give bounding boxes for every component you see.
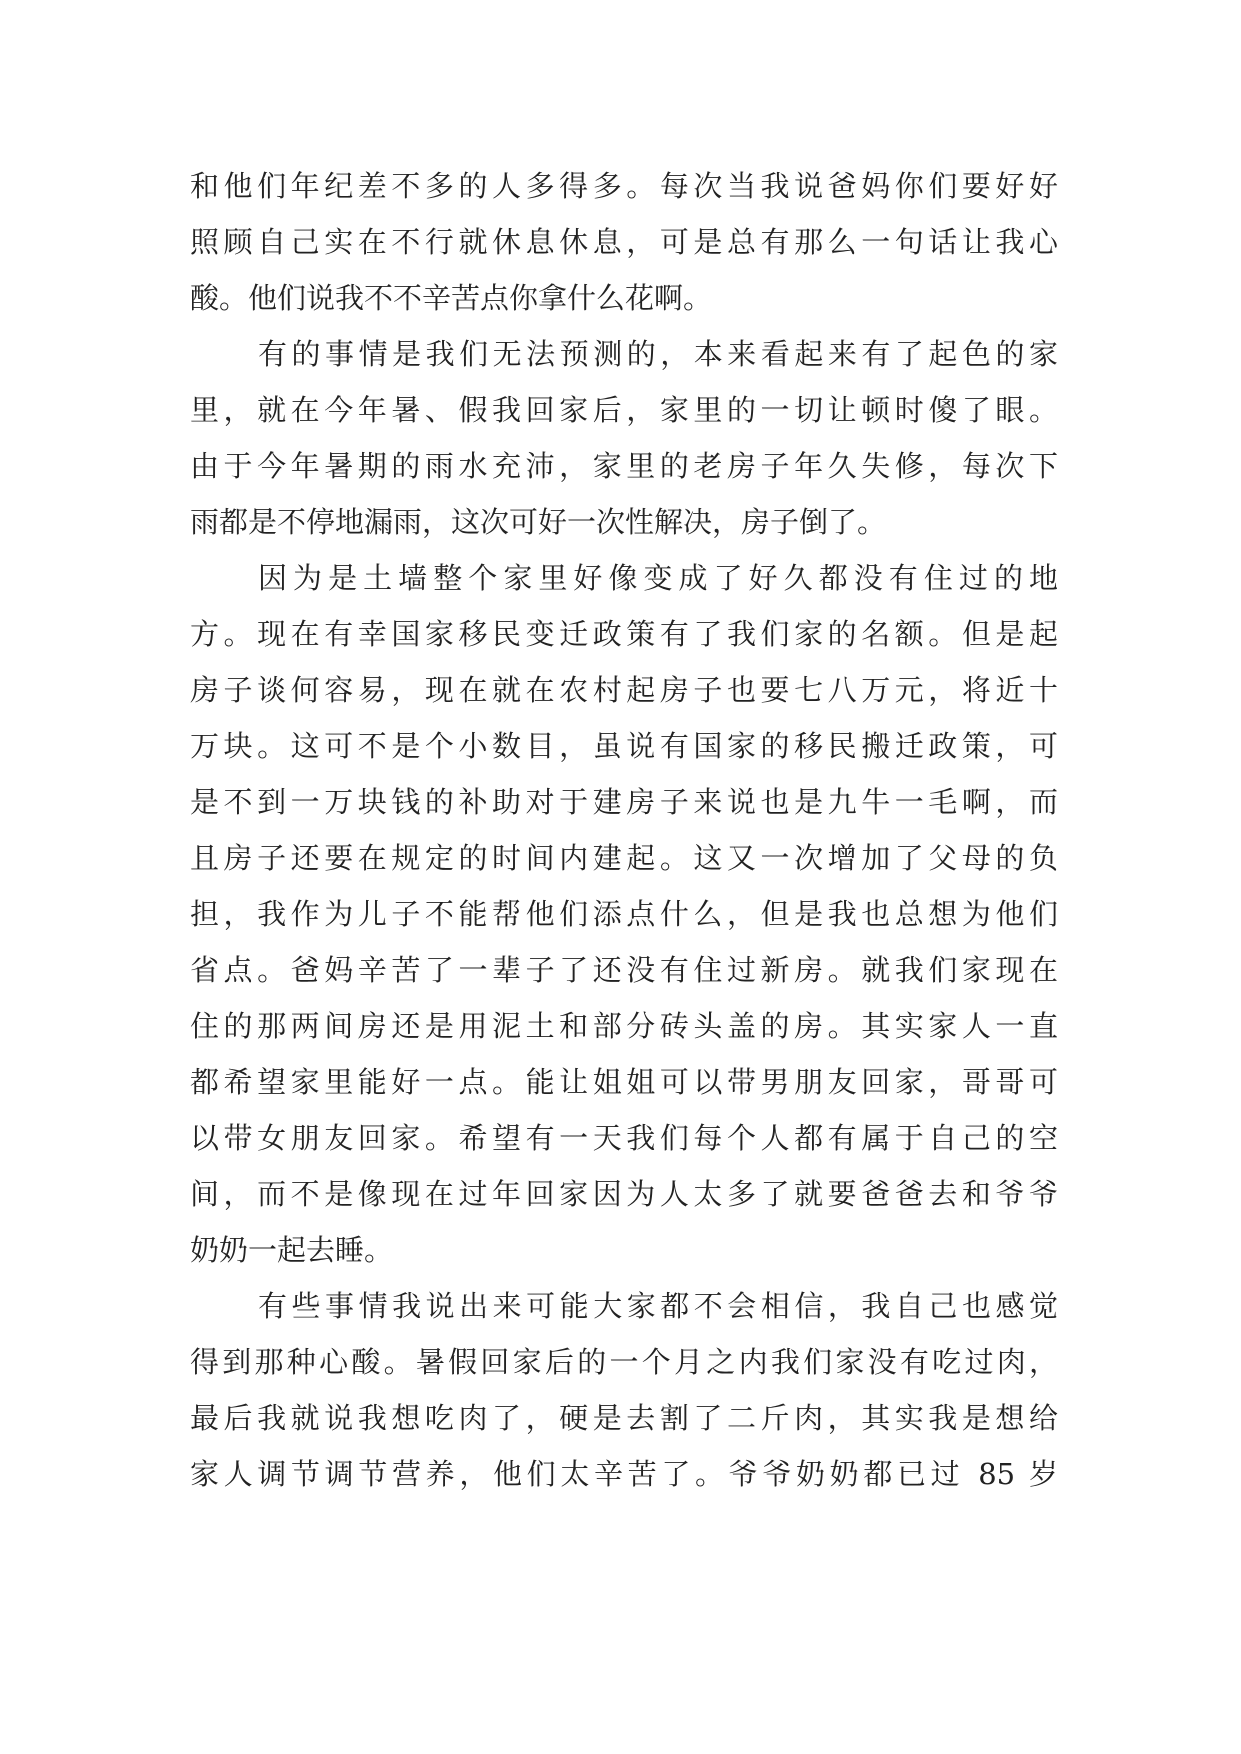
text-line: 且房子还要在规定的时间内建起。这又一次增加了父母的负 <box>190 841 1058 875</box>
text-line: 得到那种心酸。暑假回家后的一个月之内我们家没有吃过肉， <box>190 1345 1058 1379</box>
paragraph-first-line: 有些事情我说出来可能大家都不会相信，我自己也感觉 <box>258 1289 1058 1323</box>
text-line: 雨都是不停地漏雨，这次可好一次性解决，房子倒了。 <box>190 505 887 539</box>
text-line: 省点。爸妈辛苦了一辈子了还没有住过新房。就我们家现在 <box>190 953 1058 987</box>
text-line: 以带女朋友回家。希望有一天我们每个人都有属于自己的空 <box>190 1121 1058 1155</box>
text-line: 万块。这可不是个小数目，虽说有国家的移民搬迁政策，可 <box>190 729 1058 763</box>
text-line: 担，我作为儿子不能帮他们添点什么，但是我也总想为他们 <box>190 897 1058 931</box>
text-line: 由于今年暑期的雨水充沛，家里的老房子年久失修，每次下 <box>190 449 1058 483</box>
paragraph-first-line: 因为是土墙整个家里好像变成了好久都没有住过的地 <box>258 561 1058 595</box>
text-line: 都希望家里能好一点。能让姐姐可以带男朋友回家，哥哥可 <box>190 1065 1058 1099</box>
text-line: 和他们年纪差不多的人多得多。每次当我说爸妈你们要好好 <box>190 169 1058 203</box>
text-line: 最后我就说我想吃肉了，硬是去割了二斤肉，其实我是想给 <box>190 1401 1058 1435</box>
text-line: 房子谈何容易，现在就在农村起房子也要七八万元，将近十 <box>190 673 1058 707</box>
text-line: 间，而不是像现在过年回家因为人太多了就要爸爸去和爷爷 <box>190 1177 1058 1211</box>
text-line: 是不到一万块钱的补助对于建房子来说也是九牛一毛啊，而 <box>190 785 1058 819</box>
text-line: 家人调节调节营养，他们太辛苦了。爷爷奶奶都已过 85 岁 <box>190 1457 1058 1491</box>
text-line: 酸。他们说我不不辛苦点你拿什么花啊。 <box>190 281 713 315</box>
text-line: 里，就在今年暑、假我回家后，家里的一切让顿时傻了眼。 <box>190 393 1058 427</box>
document-body <box>190 158 1058 1502</box>
text-line: 住的那两间房还是用泥土和部分砖头盖的房。其实家人一直 <box>190 1009 1058 1043</box>
paragraph-first-line: 有的事情是我们无法预测的，本来看起来有了起色的家 <box>258 337 1058 371</box>
text-line: 奶奶一起去睡。 <box>190 1233 394 1267</box>
text-line: 方。现在有幸国家移民变迁政策有了我们家的名额。但是起 <box>190 617 1058 651</box>
text-line: 照顾自己实在不行就休息休息，可是总有那么一句话让我心 <box>190 225 1058 259</box>
